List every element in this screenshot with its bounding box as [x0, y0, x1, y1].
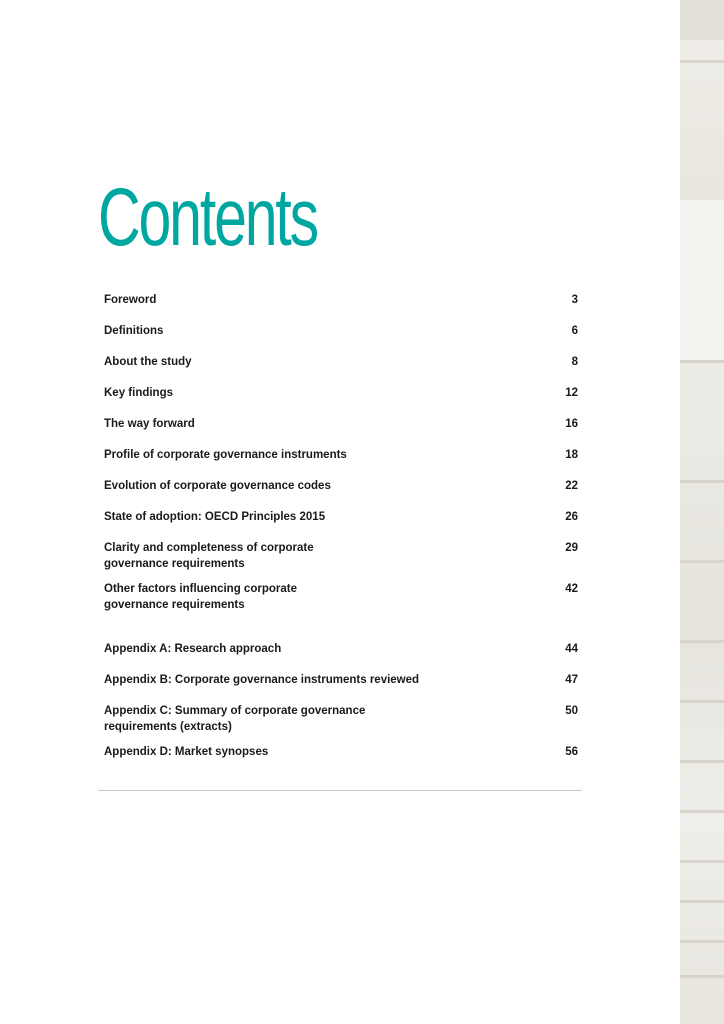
toc-entry-page: 16 — [565, 418, 578, 430]
toc-entry-label: Definitions — [104, 325, 164, 337]
toc-entry-label: Appendix C: Summary of corporate governance requirements (extracts) — [104, 705, 366, 733]
toc-entry-label: The way forward — [104, 418, 195, 430]
toc-entry-page: 22 — [565, 480, 578, 492]
toc-entry-page: 29 — [565, 542, 578, 554]
toc-entry-page: 12 — [565, 387, 578, 399]
toc-entry-label: Appendix D: Market synopses — [104, 746, 269, 758]
toc-entry-page: 18 — [565, 449, 578, 461]
toc-entry-page: 6 — [571, 325, 578, 337]
toc-entry-label: Appendix B: Corporate governance instruments reviewed — [104, 674, 420, 686]
toc-entry-label: Evolution of corporate governance codes — [104, 480, 331, 492]
toc-entry-label: Key findings — [104, 387, 174, 399]
toc-entry-page: 44 — [565, 643, 578, 655]
toc-entry-label: Profile of corporate governance instruments — [104, 449, 347, 461]
toc-entry-page: 26 — [565, 511, 578, 523]
toc-entry-label: Foreword — [104, 294, 157, 306]
toc-entry-label: About the study — [104, 356, 192, 368]
toc-entry-label: Other factors influencing corporate governance requirements — [104, 583, 297, 611]
toc-entry-label: Clarity and completeness of corporate governance requirements — [104, 542, 314, 570]
toc-entry-page: 3 — [571, 294, 578, 306]
page-title: Contents — [98, 172, 318, 263]
toc-entry-page: 56 — [565, 746, 578, 758]
toc-entry-page: 50 — [565, 705, 578, 717]
toc-entry-page: 8 — [571, 356, 578, 368]
toc-entry-page: 47 — [565, 674, 578, 686]
background-photo-edge — [680, 0, 724, 1024]
toc-entry-page: 42 — [565, 583, 578, 595]
toc-entry-label: State of adoption: OECD Principles 2015 — [104, 511, 326, 523]
bottom-divider — [98, 790, 582, 791]
toc-entry-label: Appendix A: Research approach — [104, 643, 282, 655]
